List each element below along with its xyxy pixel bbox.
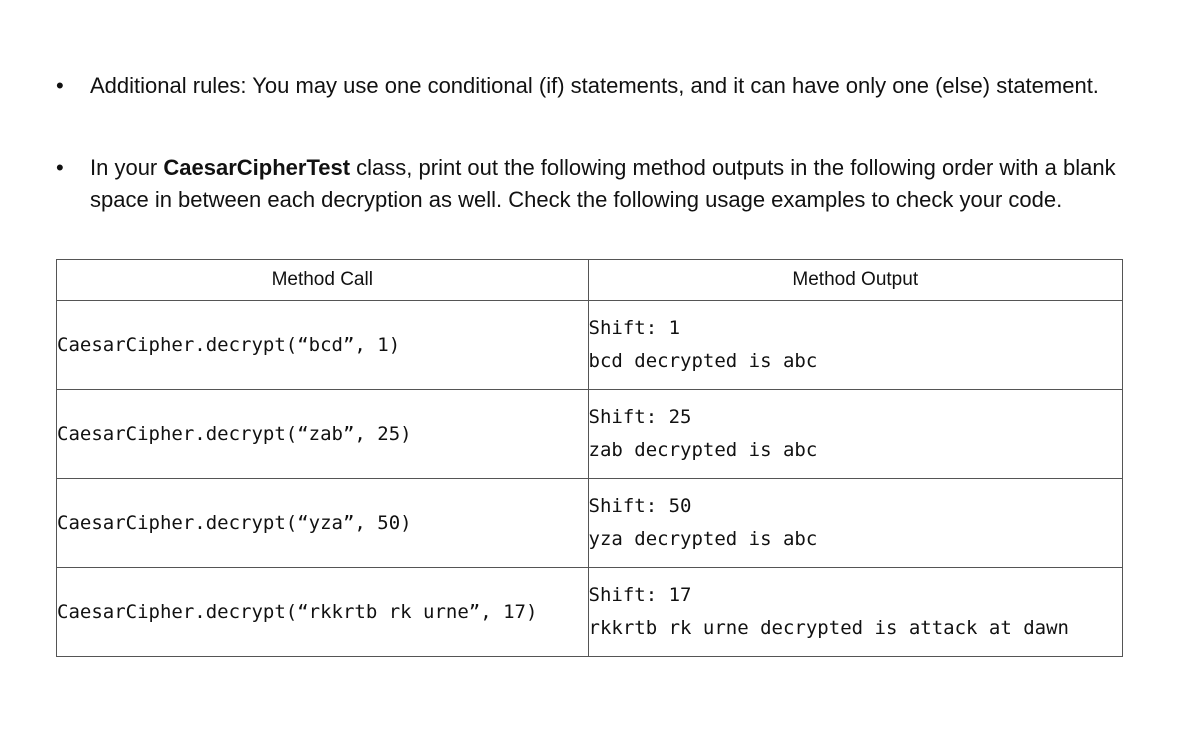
bullet-dot: • bbox=[56, 73, 64, 98]
method-call-cell: CaesarCipher.decrypt(“zab”, 25) bbox=[57, 390, 589, 479]
output-result-line: zab decrypted is abc bbox=[588, 439, 818, 461]
method-output-cell bbox=[588, 390, 1122, 479]
bullet-text-rules-content: Additional rules: You may use one conditional (if) statements, and it can have only one (else) statement. bbox=[90, 73, 1099, 98]
header-method-output: Method Output bbox=[588, 260, 1122, 301]
method-call-cell: CaesarCipher.decrypt(“rkkrtb rk urne”, 17) bbox=[57, 568, 589, 657]
bullet-text-instructions bbox=[90, 152, 1120, 216]
method-output-cell bbox=[588, 301, 1122, 390]
output-shift-line: Shift: 1 bbox=[588, 317, 681, 339]
table-row bbox=[57, 479, 1123, 568]
class-name-bold: CaesarCipherTest bbox=[163, 155, 351, 180]
bullet-text-instructions-before: In your bbox=[90, 155, 164, 180]
usage-examples-table bbox=[56, 259, 1123, 657]
output-result-line: bcd decrypted is abc bbox=[588, 350, 818, 372]
table-header-row bbox=[57, 260, 1123, 301]
method-call-cell: CaesarCipher.decrypt(“yza”, 50) bbox=[57, 479, 589, 568]
method-output-cell bbox=[588, 568, 1122, 657]
table-row bbox=[57, 390, 1123, 479]
output-shift-line: Shift: 50 bbox=[588, 495, 692, 517]
bullet-item-rules bbox=[56, 70, 1136, 102]
bullet-text-rules bbox=[90, 70, 1120, 102]
bullet-item-instructions bbox=[56, 152, 1136, 216]
bullet-text-instructions-after: class, print out the following method outputs in the following order with a blank space in between each decryption as well. Check the following usage examples to check your code. bbox=[90, 155, 1116, 212]
output-result-line: yza decrypted is abc bbox=[588, 528, 818, 550]
bullet-dot: • bbox=[56, 155, 64, 180]
output-shift-line: Shift: 17 bbox=[588, 584, 692, 606]
output-result-line: rkkrtb rk urne decrypted is attack at dawn bbox=[588, 617, 1069, 639]
output-shift-line: Shift: 25 bbox=[588, 406, 692, 428]
method-call-cell: CaesarCipher.decrypt(“bcd”, 1) bbox=[57, 301, 589, 390]
table-row bbox=[57, 568, 1123, 657]
method-output-cell bbox=[588, 479, 1122, 568]
header-method-call: Method Call bbox=[57, 260, 589, 301]
table-row bbox=[57, 301, 1123, 390]
